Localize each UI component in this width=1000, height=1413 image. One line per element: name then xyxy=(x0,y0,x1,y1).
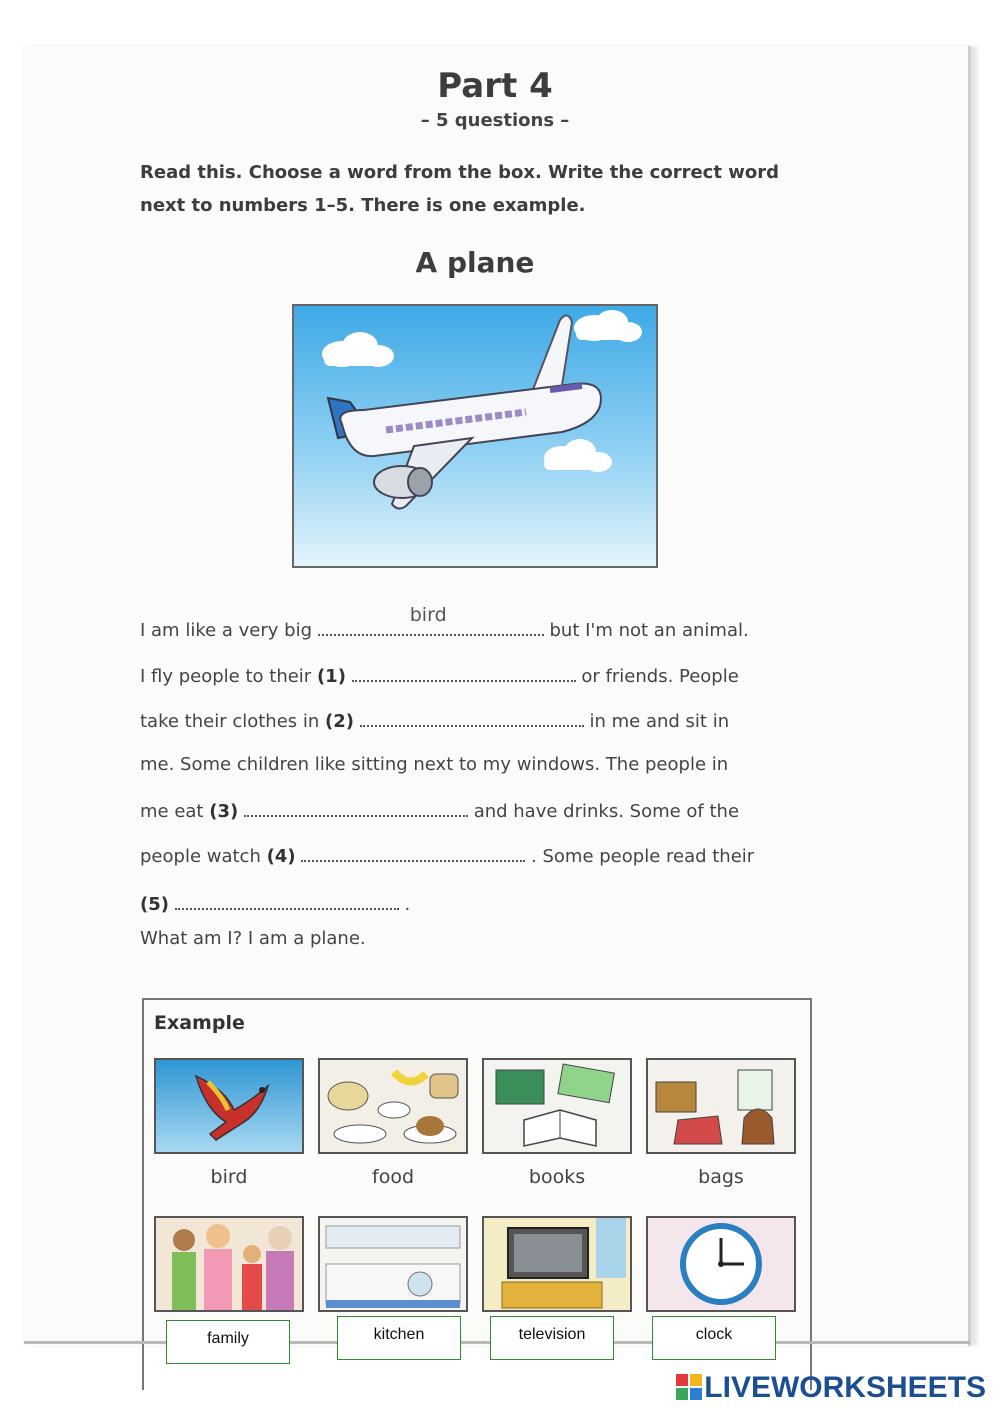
answer-blank-1 xyxy=(352,664,576,682)
bags-picture xyxy=(646,1058,796,1154)
question-number: (5) xyxy=(140,894,169,915)
question-number: (2) xyxy=(325,711,355,732)
line-text: me eat xyxy=(140,801,204,822)
line-text: . Some people read their xyxy=(531,846,755,867)
line-text: people watch xyxy=(140,846,261,867)
example-label: Example xyxy=(154,1012,245,1034)
family-picture xyxy=(154,1216,304,1312)
instructions: Read this. Choose a word from the box. Write the correct word next to numbers 1–5. There is one example. xyxy=(140,162,779,216)
line-text: I am like a very big xyxy=(140,620,313,641)
brand-text: LIVEWORKSHEETS xyxy=(704,1371,986,1404)
answer-box-clock[interactable]: clock xyxy=(652,1316,776,1360)
line-text: What am I? I am a plane. xyxy=(140,928,366,949)
story-line-0 xyxy=(140,604,800,641)
answer-blank-4 xyxy=(301,844,525,862)
example-answer: bird xyxy=(409,604,447,626)
question-count: – 5 questions – xyxy=(420,110,570,131)
question-number: (4) xyxy=(266,846,296,867)
books-picture xyxy=(482,1058,632,1154)
line-text: but I'm not an animal. xyxy=(549,620,749,641)
line-text: me. Some children like sitting next to my windows. The people in xyxy=(140,754,729,775)
answer-box-family[interactable]: family xyxy=(166,1320,290,1364)
liveworksheets-logo[interactable] xyxy=(676,1371,986,1405)
answer-blank-3 xyxy=(244,799,468,817)
story-line-6 xyxy=(140,892,800,915)
television-picture xyxy=(482,1216,632,1312)
answer-box-television[interactable]: television xyxy=(490,1316,614,1360)
story-line-7 xyxy=(140,928,800,949)
answer-box-kitchen[interactable]: kitchen xyxy=(337,1316,461,1360)
word-food: food xyxy=(372,1166,414,1188)
word-bags: bags xyxy=(698,1166,744,1188)
story-line-5 xyxy=(140,844,800,867)
bird-picture xyxy=(154,1058,304,1154)
liveworksheets-icon xyxy=(676,1374,702,1400)
line-text: take their clothes in xyxy=(140,711,320,732)
line-text: and have drinks. Some of the xyxy=(473,801,740,822)
word-bird: bird xyxy=(210,1166,248,1188)
answer-blank-2 xyxy=(360,709,584,727)
part-title: Part 4 xyxy=(437,66,553,106)
line-text: or friends. People xyxy=(581,666,739,687)
story-line-4 xyxy=(140,799,800,822)
line-text: . xyxy=(404,894,411,915)
story-line-3 xyxy=(140,754,800,775)
food-picture xyxy=(318,1058,468,1154)
word-books: books xyxy=(528,1166,586,1188)
answer-blank-5 xyxy=(175,892,399,910)
line-text: in me and sit in xyxy=(589,711,730,732)
story-line-2 xyxy=(140,709,800,732)
story-title: A plane xyxy=(415,246,535,279)
worksheet-page xyxy=(22,46,971,1346)
kitchen-picture xyxy=(318,1216,468,1312)
story-line-1 xyxy=(140,664,800,687)
line-text: I fly people to their xyxy=(140,666,312,687)
plane-illustration xyxy=(292,304,658,568)
example-blank xyxy=(318,604,544,636)
question-number: (3) xyxy=(209,801,239,822)
clock-picture xyxy=(646,1216,796,1312)
question-number: (1) xyxy=(316,666,346,687)
